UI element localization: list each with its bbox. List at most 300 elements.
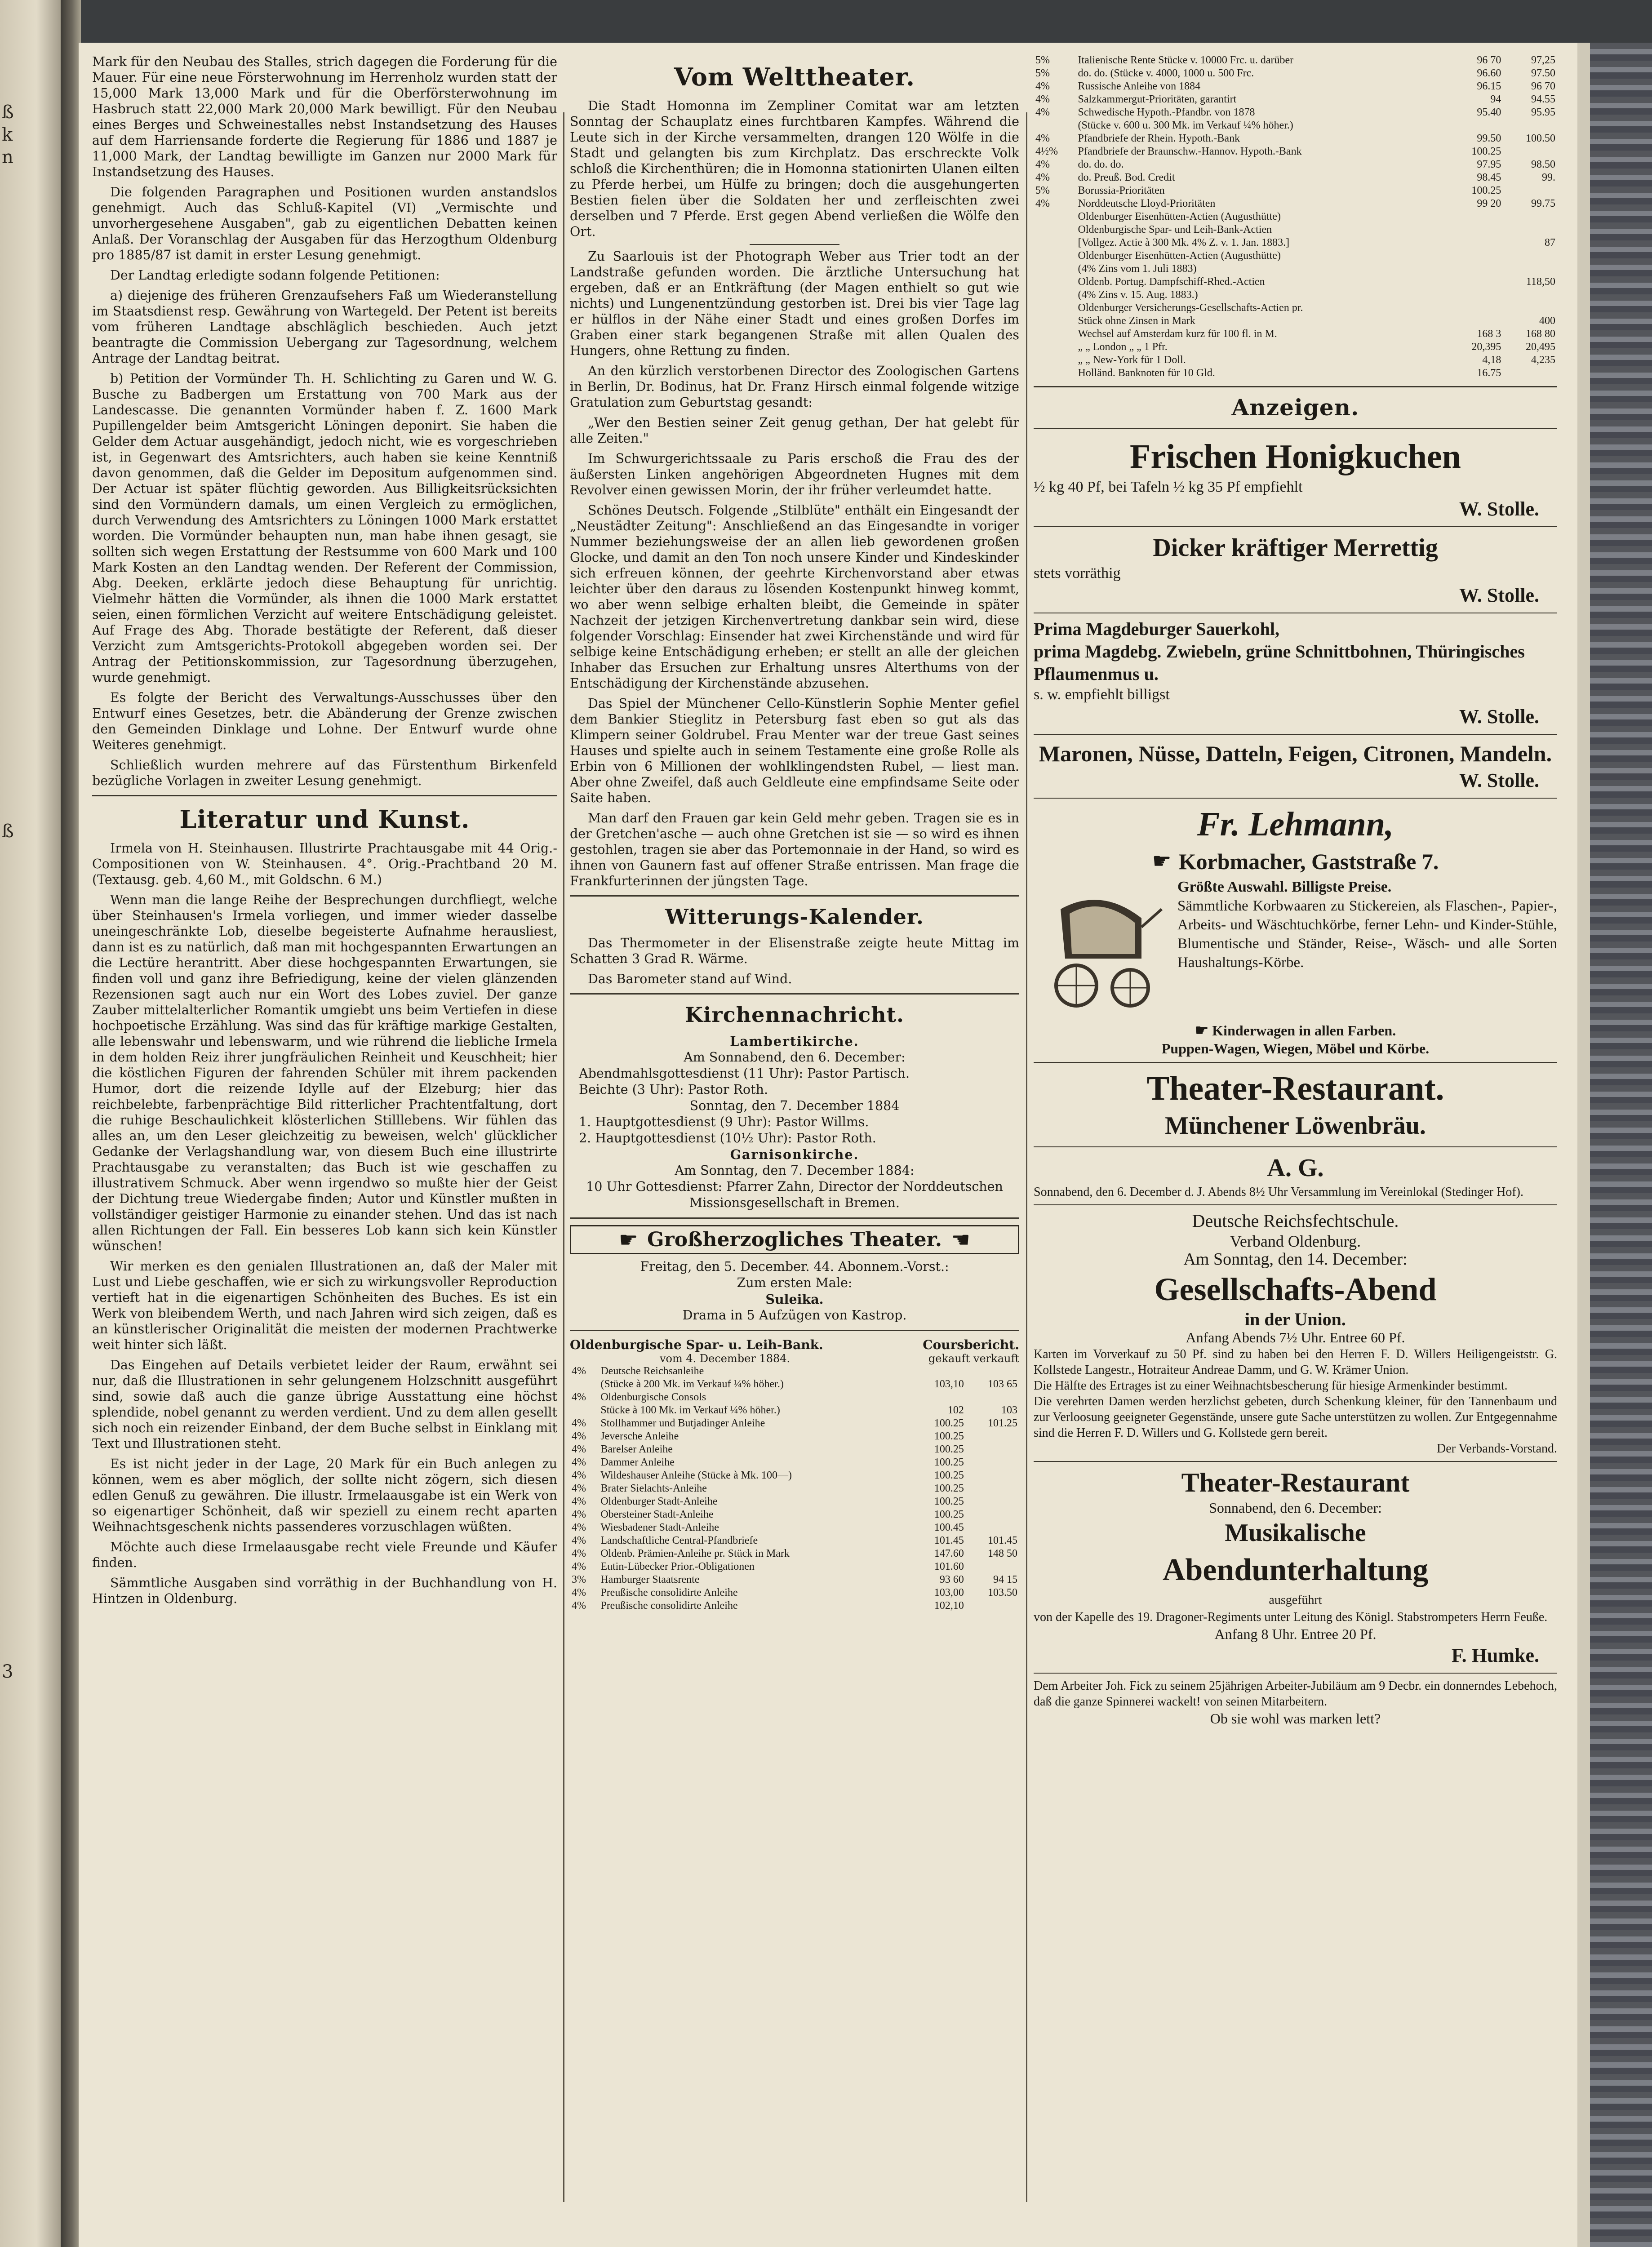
ad-ag (1034, 1152, 1557, 1200)
bank-report-label: Coursbericht. (923, 1337, 1019, 1352)
ad-title: Fr. Lehmann, (1197, 805, 1394, 843)
rate-name: Wechsel auf Amsterdam kurz für 100 fl. in M. (1078, 328, 1277, 340)
ad-merrettig (1034, 532, 1557, 608)
rate-value (966, 1560, 1019, 1573)
rate-value (966, 1508, 1019, 1521)
rate-percent: 4% (1035, 172, 1050, 183)
ad-rule (1034, 1146, 1557, 1147)
paragraph: Schließlich wurden mehrere auf das Fürstenthum Birkenfeld bezügliche Vorlagen in zweiter Lesung genehmigt. (92, 758, 557, 788)
rate-percent: 5% (1035, 54, 1050, 66)
rate-row (1034, 106, 1557, 119)
column-2 (570, 54, 1019, 2247)
rate-percent: 3% (572, 1574, 586, 1585)
rate-name: Wiesbadener Stadt-Anleihe (600, 1522, 719, 1533)
rate-value (1449, 262, 1503, 275)
rate-row (1034, 341, 1557, 354)
paragraph: Sämmtliche Ausgaben sind vorräthig in der Buchhandlung von H. Hintzen in Oldenburg. (92, 1576, 557, 1606)
church-line: Sonntag, den 7. December 1884 (689, 1098, 900, 1113)
rate-row (1034, 119, 1557, 132)
rate-value: 100.25 (1471, 185, 1501, 196)
rate-name: Oldenb. Prämien-Anleihe pr. Stück in Mark (600, 1548, 790, 1559)
rate-percent (1034, 315, 1076, 328)
section-rule (570, 895, 1019, 897)
edge-fragment: ß (2, 821, 14, 842)
ad-text: Kinderwagen in allen Farben. (1212, 1022, 1396, 1039)
rate-percent (1034, 275, 1076, 289)
rate-row (1034, 236, 1557, 249)
rate-percent: 4% (572, 1365, 586, 1377)
rate-value: 100.50 (1526, 133, 1555, 144)
rate-row (570, 1508, 1019, 1521)
rate-row (1034, 223, 1557, 236)
rate-row (1034, 367, 1557, 380)
section-rule (1034, 428, 1557, 429)
rate-value: 400 (1539, 315, 1555, 327)
rate-value (1503, 145, 1557, 158)
rate-row (1034, 67, 1557, 80)
ad-fick (1034, 1678, 1557, 1727)
rate-name: [Vollgez. Actie à 300 Mk. 4% Z. v. 1. Jan. 1883.] (1078, 237, 1290, 249)
column-3 (1034, 54, 1557, 2247)
rate-percent: 4% (572, 1483, 586, 1494)
rate-name: Holländ. Banknoten für 10 Gld. (1078, 367, 1215, 379)
rate-percent (570, 1378, 599, 1391)
rate-value: 97,25 (1531, 54, 1555, 66)
ads-heading: Anzeigen. (1231, 394, 1359, 421)
rate-value: 93 60 (939, 1574, 964, 1585)
ad-text: Anfang 8 Uhr. Entree 20 Pf. (1214, 1626, 1377, 1642)
rate-value (1503, 302, 1557, 315)
rate-percent (1034, 289, 1076, 302)
paragraph: Der Landtag erledigte sodann folgende Petitionen: (110, 268, 440, 283)
rate-name: Preußische consolidirte Anleihe (600, 1600, 738, 1612)
rate-percent: 4% (1035, 133, 1050, 144)
rate-name: Oldenburgische Spar- und Leih-Bank-Actien (1078, 224, 1272, 235)
paragraph: Die Stadt Homonna im Zempliner Comitat war am letzten Sonntag der Schauplatz eines furchtbaren Kampfes. Während die Leute sich in der Kirche versammelten, drangen 120 Wölfe in die Stadt und gelangten bis zum Kirchplatz. Das erschreckte Volk schloß die Kirchenthüren; die in Homonna stationirten Ulanen eilten zu Pferde herbei, um Hülfe zu bringen; doch die ausgehungerten Bestien fielen über die Soldaten her und zerfleischten zwei derselben und 7 Pferde. Erst gegen Abend verließen die Wölfe den Ort. (570, 98, 1019, 239)
rate-value: 168 3 (1477, 328, 1501, 340)
ad-text: Ob sie wohl was marken lett? (1210, 1710, 1381, 1727)
col-header: gekauft (928, 1352, 970, 1365)
rate-value: 102,10 (934, 1600, 964, 1612)
rate-name: „ „ London „ „ 1 Pfr. (1078, 341, 1168, 353)
rate-percent: 4% (572, 1587, 586, 1599)
rate-percent: 4½% (1035, 146, 1058, 157)
rate-value: 94 (1490, 93, 1501, 105)
ad-title: Theater-Restaurant. (1146, 1070, 1444, 1107)
rate-row (1034, 132, 1557, 145)
pram-illustration (1034, 882, 1168, 1017)
ad-text: s. w. empfiehlt billigst (1034, 686, 1170, 703)
rate-row (1034, 249, 1557, 262)
ad-rule (1034, 1204, 1557, 1205)
rate-percent: 4% (572, 1417, 586, 1429)
rate-value (1449, 315, 1503, 328)
rate-value: 101.25 (988, 1417, 1017, 1429)
rate-value (966, 1469, 1019, 1482)
edge-fragment: n (2, 147, 13, 168)
section-rule (570, 993, 1019, 995)
ad-text: Am Sonntag, den 14. December: (1183, 1250, 1408, 1269)
edge-fragment: ß (2, 102, 14, 123)
paragraph: Das Spiel der Münchener Cello-Künstlerin Sophie Menter gefiel dem Bankier Stieglitz in Petersburg fast eben so gut als das Klimpern seiner Goldrubel. Frau Menter war der treue Gast seines Hauses und spielte auch in seinem Testamente eine große Rolle als Erbin von 6 Millionen der wohlklingendsten Rubel, — liest man. Aber ohne Zweifel, daß auch Geldleute eine empfindsame Seite oder Saite haben. (570, 696, 1019, 805)
rate-value: 100.45 (934, 1522, 964, 1533)
rate-value (966, 1391, 1019, 1404)
rate-value (966, 1495, 1019, 1508)
rate-value (1503, 367, 1557, 380)
ad-signature: F. Humke. (1451, 1644, 1539, 1666)
rate-percent (1034, 328, 1076, 341)
ad-text: Dem Arbeiter Joh. Fick zu seinem 25jährigen Arbeiter-Jubiläum am 9 Decbr. ein donnerndes Lebehoch, daß die ganze Spinnerei wackelt! von seinen Mitarbeitern. (1034, 1679, 1557, 1709)
page-fore-edge (1577, 43, 1590, 2247)
rate-value: 103,10 (934, 1378, 964, 1390)
rate-percent (1034, 302, 1076, 315)
rate-value: 103,00 (934, 1587, 964, 1599)
church-line: 10 Uhr Gottesdienst: Pfarrer Zahn, Director der Norddeutschen Missionsgesellschaft in Bremen. (586, 1179, 1003, 1210)
rate-name: Oldenburger Stadt-Anleihe (600, 1496, 718, 1507)
welttheater-heading: Vom Welttheater. (674, 62, 915, 91)
church-line: Beichte (3 Uhr): Pastor Roth. (579, 1082, 768, 1097)
rate-value: 16.75 (1477, 367, 1501, 379)
paragraph: Das Thermometer in der Elisenstraße zeigte heute Mittag im Schatten 3 Grad R. Wärme. (570, 936, 1019, 966)
bank-date: vom 4. December 1884. (660, 1352, 790, 1365)
ad-sauerkohl (1034, 618, 1557, 729)
paragraph: Das Eingehen auf Details verbietet leider der Raum, erwähnt sei nur, daß die Illustrationen in sehr gelungenem Holzschnitt ausgeführt sind, sowie daß auch die ganze übrige Ausstattung eine höchst splendide, nobel genannt zu werden verdient. Und zu dem allen gesellt sich noch ein reizender Einband, der dem Buche selbst in Einklang mit Text und Illustrationen steht. (92, 1358, 557, 1451)
rate-row (1034, 80, 1557, 93)
ad-rule (1034, 1461, 1557, 1462)
rate-name: Eutin-Lübecker Prior.-Obligationen (600, 1561, 755, 1572)
rate-name: (Stücke à 200 Mk. im Verkauf ¼% höher.) (600, 1378, 784, 1390)
rate-value: 102 (947, 1404, 964, 1416)
rate-row (1034, 302, 1557, 315)
paragraph: Möchte auch diese Irmelaausgabe recht viele Freunde und Käufer finden. (92, 1540, 557, 1570)
rate-row (1034, 197, 1557, 210)
rate-value: 20,395 (1471, 341, 1501, 353)
ad-signature: W. Stolle. (1459, 584, 1539, 606)
ad-honigkuchen (1034, 435, 1557, 522)
ad-signature: W. Stolle. (1459, 769, 1539, 791)
rate-row (570, 1482, 1019, 1495)
paragraph: Schönes Deutsch. Folgende „Stilblüte" enthält ein Eingesandt der „Neustädter Zeitung": Anschließend an das Eingesandte in voriger Nummer beziehungsweise der an allen lieb gewordenen großen Glocke, und damit an den Ton noch unsere Kinder und Kindeskinder sich erfreuen können, der geehrte Kirchenvorstand aber etwas leichter über den daraus zu lösenden Kostenpunkt hinweg kommt, wo aber wenn selbige erhalten bleibt, die Gemeinde in später Nachzeit der jetzigen Kirchenvertretung dankbar sein wird, diese folgender Vorschlag: Einsender hat zwei Kirchenstände und wird für selbige keine Entschädigung erheben; er stellt an alle der gleichen Inhaber das Ersuchen zur Erhaltung unsres Alterthums von der Entschädigung der Kirchenstände abzusehen. (570, 503, 1019, 691)
rate-row (570, 1378, 1019, 1391)
paragraph: Man darf den Frauen gar kein Geld mehr geben. Tragen sie es in der Gretchen'asche — auch ohne Gretchen ist sie — so wird es ihnen gestohlen, tragen sie aber das Portemonnaie in der Hand, so wird es ihnen von Gaunern fast auf offener Straße entrissen. Man frage die Frankfurterinnen der jüngsten Tage. (570, 811, 1019, 888)
rate-name: Borussia-Prioritäten (1078, 185, 1165, 196)
church-line: Am Sonnabend, den 6. December: (684, 1050, 906, 1065)
rate-name: Jeversche Anleihe (600, 1430, 679, 1442)
ad-text (1034, 1021, 1557, 1039)
rate-value: 99 20 (1477, 198, 1501, 209)
section-rule (570, 1217, 1019, 1219)
column-rule (563, 112, 564, 2202)
paragraph: Es ist nicht jeder in der Lage, 20 Mark für ein Buch anlegen zu können, wem es aber möglich, der sollte nicht zögern, sich diesen edlen Genuß zu gewähren. Die illustr. Irmelaausgabe ist ein Werk von so eigenartiger Schönheit, daß wir speziell zu einem recht aparten Weihnachtsgeschenk nichts passenderes vorzuschlagen wüßten. (92, 1457, 557, 1534)
ad-rule (1034, 526, 1557, 527)
ad-rule (1034, 1673, 1557, 1674)
rate-value: 96.60 (1477, 67, 1501, 79)
rate-row (1034, 262, 1557, 275)
rate-value (966, 1521, 1019, 1534)
ad-title: Musikalische (1225, 1519, 1366, 1547)
rate-name: Oldenburger Versicherungs-Gesellschafts-Actien pr. (1078, 302, 1303, 314)
rate-value (1449, 289, 1503, 302)
rate-value (1503, 223, 1557, 236)
rate-value (912, 1391, 966, 1404)
rate-name: Brater Sielachts-Anleihe (600, 1483, 707, 1494)
rate-value: 103 65 (988, 1378, 1017, 1390)
ad-text: ausgeführt (1269, 1593, 1322, 1607)
ad-text: stets vorräthig (1034, 565, 1121, 582)
rate-percent (1034, 262, 1076, 275)
rate-value: 100.25 (934, 1457, 964, 1468)
rate-row (1034, 210, 1557, 223)
rate-percent: 4% (1035, 107, 1050, 118)
ad-signature: Der Verbands-Vorstand. (1436, 1442, 1557, 1456)
rate-percent: 4% (572, 1496, 586, 1507)
bank-header (570, 1337, 1019, 1352)
col-header: verkauft (973, 1352, 1019, 1365)
rate-row (1034, 354, 1557, 367)
rate-value (1503, 210, 1557, 223)
rate-row (1034, 158, 1557, 171)
rate-row (1034, 93, 1557, 106)
rate-value: 99.50 (1477, 133, 1501, 144)
rate-name: Hamburger Staatsrente (600, 1574, 700, 1585)
rate-row (1034, 328, 1557, 341)
section-rule (570, 1330, 1019, 1331)
rate-percent: 4% (572, 1457, 586, 1468)
church-line: Am Sonntag, den 7. December 1884: (675, 1163, 915, 1178)
paragraph: a) diejenige des früheren Grenzaufsehers Faß um Wiederanstellung im Staatsdienst resp. Gewährung von Wartegeld. Der Petent ist bereits vom früheren Landtage abschläglich beschieden. Auch jetzt beantragte die Commission Uebergang zur Tagesordnung, welchem Antrage der Landtag beitrat. (92, 288, 557, 366)
rate-value (1449, 119, 1503, 132)
rate-percent: 4% (572, 1509, 586, 1520)
rate-name: Schwedische Hypoth.-Pfandbr. von 1878 (1078, 107, 1255, 118)
rate-name: (4% Zins vom 1. Juli 1883) (1078, 263, 1197, 275)
rate-percent: 4% (572, 1522, 586, 1533)
rate-value: 97.95 (1477, 159, 1501, 170)
rate-value: 101.45 (934, 1535, 964, 1546)
pointing-hand-icon: ☛ (1152, 849, 1172, 873)
section-rule (92, 795, 557, 796)
ad-title: Gesellschafts-Abend (1154, 1271, 1437, 1307)
rate-value: 100.25 (1471, 146, 1501, 157)
ad-maronen (1034, 739, 1557, 793)
rate-value: 96 70 (1477, 54, 1501, 66)
rate-name: Wildeshauser Anleihe (Stücke à Mk. 100—) (600, 1470, 792, 1481)
church-line: Abendmahlsgottesdienst (11 Uhr): Pastor Partisch. (579, 1066, 910, 1081)
bank-subheader (570, 1352, 1019, 1365)
ad-text: Sonnabend, den 6. December d. J. Abends 8½ Uhr Versammlung im Vereinlokal (Stedinger Hof). (1034, 1185, 1523, 1199)
theatre-line: Drama in 5 Aufzügen von Kastrop. (682, 1308, 907, 1323)
ad-subtitle: Münchener Löwenbräu. (1165, 1112, 1426, 1140)
rate-value (1449, 223, 1503, 236)
rate-row (570, 1404, 1019, 1417)
paragraph: Mark für den Neubau des Stalles, strich dagegen die Forderung für die Mauer. Für eine neue Försterwohnung im Herrenholz wurden statt der 15,000 Mark 13,000 Mark und für die Oberförsterwohnung im Hasbruch statt 22,000 Mark 20,000 Mark bewilligt. Für den Neubau eines Berges und Schweinestalles nebst Instandsetzung des Hauses auf dem Harriensande forderte die Regierung für 1886 und 1887 je 11,000 Mark, der Landtag bewilligte im Ganzen nur 2000 Mark für Instandsetzung des Hauses. (92, 54, 557, 179)
rate-row (570, 1391, 1019, 1404)
edge-fragment: k (2, 124, 13, 145)
rate-value (1449, 236, 1503, 249)
rate-value: 99.75 (1531, 198, 1555, 209)
rate-value (912, 1365, 966, 1378)
rate-value: 95.95 (1531, 107, 1555, 118)
rate-name: Pfandbriefe der Braunschw.-Hannov. Hypoth.-Bank (1078, 146, 1302, 157)
rate-percent: 4% (1035, 159, 1050, 170)
rate-value: 100.25 (934, 1509, 964, 1520)
theatre-play-title: Suleika. (765, 1292, 824, 1307)
ad-rule (1034, 1062, 1557, 1063)
rate-percent: 4% (572, 1548, 586, 1559)
rate-value (966, 1599, 1019, 1612)
paragraph: Die folgenden Paragraphen und Positionen wurden anstandslos genehmigt. Auch das Schluß-Kapitel (VI) „Vermischte und unvorhergesehene Ausgaben", gab zu eigentlichen Debatten keinen Anlaß. Der Voranschlag der Ausgaben für das Herzogthum Oldenburg pro 1885/87 ist damit in erster Lesung genehmigt. (92, 185, 557, 262)
rate-name: Pfandbriefe der Rhein. Hypoth.-Bank (1078, 133, 1240, 144)
rate-value: 100.25 (934, 1443, 964, 1455)
paragraph: Wir merken es den genialen Illustrationen an, daß der Maler mit Lust und Liebe geschaffen, wie er sich zu wirkungsvoller Reproduction vertieft hat in die eigenartigen Schönheiten des Buches. Es ist ein Werk von bleibendem Werth, und nach Jahren wird sich zeigen, daß es an künstlerischer Originalität die meisten der modernen Prachtwerke weit hinter sich läßt. (92, 1259, 557, 1352)
rate-percent: 5% (1035, 185, 1050, 196)
ad-lehmann (1034, 803, 1557, 1057)
ad-title: Theater-Restaurant (1181, 1468, 1410, 1497)
rate-row (1034, 145, 1557, 158)
rate-name: Russische Anleihe von 1884 (1078, 80, 1201, 92)
rate-name: Stücke à 100 Mk. im Verkauf ¼% höher.) (600, 1404, 780, 1416)
weather-heading: Witterungs-Kalender. (665, 905, 924, 929)
rate-name: Norddeutsche Lloyd-Prioritäten (1078, 198, 1216, 209)
rate-percent: 4% (572, 1561, 586, 1572)
rate-value: 103.50 (988, 1587, 1017, 1599)
ad-title: Frischen Honigkuchen (1130, 438, 1461, 475)
rate-name: Dammer Anleihe (600, 1457, 675, 1468)
theatre-heading: Großherzogliches Theater. (647, 1228, 942, 1251)
rate-value (966, 1365, 1019, 1378)
rate-percent (570, 1404, 599, 1417)
rate-value (1449, 302, 1503, 315)
column-1 (92, 54, 557, 2247)
rate-value: 100.25 (934, 1417, 964, 1429)
rate-value (966, 1430, 1019, 1443)
rate-value (1449, 210, 1503, 223)
ad-text: ½ kg 40 Pf, bei Tafeln ½ kg 35 Pf empfiehlt (1034, 479, 1303, 495)
rate-value (966, 1443, 1019, 1456)
rate-value: 97.50 (1531, 67, 1555, 79)
rate-value: 96.15 (1477, 80, 1501, 92)
rate-name: Deutsche Reichsanleihe (600, 1365, 704, 1377)
rate-percent: 4% (572, 1535, 586, 1546)
stock-rates-table (1034, 54, 1557, 380)
ad-title: Dicker kräftiger Merrettig (1153, 534, 1438, 562)
rate-value: 94.55 (1531, 93, 1555, 105)
rate-value: 101.45 (988, 1535, 1017, 1546)
rate-row (570, 1365, 1019, 1378)
ad-subtitle: Korbmacher, Gaststraße 7. (1178, 849, 1439, 874)
paragraph: Es folgte der Bericht des Verwaltungs-Ausschusses über den Entwurf eines Gesetzes, betr. die Abänderung der Grenze zwischen den Gemeinden Dinklage und Lohne. Der Entwurf wurde ohne Weiteres genehmigt. (92, 690, 557, 752)
bank-name: Oldenburgische Spar- u. Leih-Bank. (570, 1337, 823, 1352)
ad-text: in der Union. (1245, 1309, 1346, 1329)
rate-name: Barelser Anleihe (600, 1443, 673, 1455)
pointing-hand-icon: ☛ (1195, 1022, 1209, 1039)
paragraph: „Wer den Bestien seiner Zeit genug gethan, Der hat gelebt für alle Zeiten." (570, 415, 1019, 446)
rate-percent: 4% (572, 1470, 586, 1481)
ad-title: Abendunterhaltung (1162, 1553, 1429, 1587)
rate-name: „ „ New-York für 1 Doll. (1078, 354, 1186, 366)
rate-percent: 4% (1035, 80, 1050, 92)
church-line: 2. Hauptgottesdienst (10½ Uhr): Pastor Roth. (579, 1131, 876, 1146)
rate-value (1503, 119, 1557, 132)
ad-signature: W. Stolle. (1459, 498, 1539, 520)
church-line: 1. Hauptgottesdienst (9 Uhr): Pastor Willms. (579, 1115, 869, 1129)
rate-row (570, 1430, 1019, 1443)
rate-percent: 4% (1035, 198, 1050, 209)
rate-percent (1034, 210, 1076, 223)
rate-percent: 4% (1035, 93, 1050, 105)
rate-value: 100.25 (934, 1496, 964, 1507)
rate-name: Italienische Rente Stücke v. 10000 Frc. u. darüber (1078, 54, 1294, 66)
rate-value: 4,18 (1482, 354, 1501, 366)
rate-percent (1034, 341, 1076, 354)
paragraph: Irmela von H. Steinhausen. Illustrirte Prachtausgabe mit 44 Orig.-Compositionen von W. Steinhausen. 4°. Orig.-Prachtband 20 M. (Textausg. geb. 4,60 M., mit Goldschn. 6 M.) (92, 841, 557, 887)
ad-abendunterhaltung (1034, 1466, 1557, 1668)
rate-row (1034, 275, 1557, 289)
rate-value: 103 (1001, 1404, 1017, 1416)
rate-value: 96 70 (1531, 80, 1555, 92)
rate-percent (1034, 354, 1076, 367)
rate-value (966, 1456, 1019, 1469)
rate-name: Oldenb. Portug. Dampfschiff-Rhed.-Actien (1078, 276, 1265, 288)
rate-name: do. do. (Stücke v. 4000, 1000 u. 500 Frc. (1078, 67, 1254, 79)
rate-value: 98.45 (1477, 172, 1501, 183)
rate-value: 168 80 (1526, 328, 1555, 340)
rate-row (570, 1534, 1019, 1547)
rate-row (570, 1443, 1019, 1456)
rate-row (1034, 184, 1557, 197)
rate-row (570, 1469, 1019, 1482)
ad-text: Prima Magdeburger Sauerkohl, (1034, 619, 1280, 639)
rate-value: 98.50 (1531, 159, 1555, 170)
rate-name: Oldenburger Eisenhütten-Actien (Augusthütte) (1078, 211, 1281, 222)
ad-text: von der Kapelle des 19. Dragoner-Regiments unter Leitung des Königl. Stabstrompeters Herrn Feuße. (1034, 1610, 1548, 1624)
paragraph: Wenn man die lange Reihe der Besprechungen durchfliegt, welche über Steinhausen's Irmela vorliegen, und immer wieder dasselbe uneingeschränkte Lob, dieselbe begeisterte Aufnahme herausliest, dann ist es zu natürlich, daß man mit hochgespannten Erwartungen an die Lectüre herantritt. Aber diese hochgespannten Erwartungen, sie finden voll und ganz ihre Befriedigung, keine der vielen glänzenden Rezensionen sagt auch nur ein Wort des Lobes zuviel. Der ganze Zauber mittelalterlicher Romantik umgiebt uns beim Vertiefen in diese hochpoetische Erzählung. Was sind das für kräftige markige Gestalten, alle lebenswahr und lebenswarm, und wie rührend die liebliche Irmela in dem holden Reiz ihrer jungfräulichen Reinheit und Keuschheit; hier die köstlichen Figuren der fahrenden Schüler mit ihrem packenden Humor, dort die reizende Idylle auf der Elzeburg; hier das reichbelebte, farbenprächtige Bild ritterlicher Prachtentfaltung, dort die ruhige Beschaulichkeit klösterlichen Stilllebens. Wir fühlen das alles an, um den Leser gleichzeitig zu beweisen, welch' glücklicher Gedanke der Verlagshandlung war, von diesem Buch eine illustrirte Prachtausgabe zu veranstalten; das Buch ist wie geschaffen zu illustrativem Schmuck. Aber wenn irgendwo so mußte hier der Geist der Dichtung treue Wiedergabe finden; Autor und Künstler mußten in vollständiger geistiger Harmonie zu einander stehen. Und das ist nach allen Richtungen der Fall. Ein besseres Lob kann sich kein Künstler wünschen! (92, 893, 557, 1253)
rate-row (570, 1495, 1019, 1508)
rate-value (1449, 249, 1503, 262)
rate-name: Salzkammergut-Prioritäten, garantirt (1078, 93, 1237, 105)
edge-fragment: 3 (2, 1661, 13, 1682)
rate-value: 87 (1545, 237, 1555, 249)
ad-text: Verband Oldenburg. (1230, 1232, 1361, 1250)
rate-value (1503, 184, 1557, 197)
rate-percent (1034, 223, 1076, 236)
paragraph: An den kürzlich verstorbenen Director des Zoologischen Gartens in Berlin, Dr. Bodinus, hat Dr. Franz Hirsch einmal folgende witzige Gratulation zum Geburtstag gesandt: (570, 364, 1019, 410)
pointing-hand-icon: ☛ (951, 1227, 971, 1252)
rate-row (570, 1521, 1019, 1534)
rate-value (1503, 262, 1557, 275)
rate-name: Stück ohne Zinsen in Mark (1078, 315, 1195, 327)
ad-text: Die verehrten Damen werden herzlichst gebeten, durch Schenkung kleiner, für den Tannenbaum und zur Verloosung geeigneter Gegenstände, unsere gute Sache unterstützen zu wollen. Zur Entgegennahme sind die Herren F. D. Willers und G. Kollstede gern bereit. (1034, 1394, 1557, 1440)
ad-text: Größte Auswahl. Billigste Preise. (1177, 879, 1392, 895)
rate-percent: 4% (572, 1430, 586, 1442)
rate-name: Stollhammer und Butjadinger Anleihe (600, 1417, 765, 1429)
rate-row (570, 1586, 1019, 1599)
rate-value: 118,50 (1526, 276, 1555, 288)
rate-value (1503, 289, 1557, 302)
rate-percent (1034, 236, 1076, 249)
rate-row (570, 1573, 1019, 1586)
rate-value: 100.25 (934, 1483, 964, 1494)
rate-name: Landschaftliche Central-Pfandbriefe (600, 1535, 758, 1546)
rate-name: Oldenburger Eisenhütten-Actien (Augusthütte) (1078, 250, 1281, 262)
rate-value: 4,235 (1531, 354, 1555, 366)
ad-body (1034, 878, 1557, 1021)
church-subheading: Garnisonkirche. (730, 1147, 859, 1162)
rate-row (1034, 315, 1557, 328)
paragraph: Zu Saarlouis ist der Photograph Weber aus Trier todt an der Landstraße gefunden worden. Die ärztliche Untersuchung hat ergeben, daß er an Entkräftung (der Magen enthielt so gut wie nichts) und Lungenentzündung gestorben ist. Drei bis vier Tage lag er hülflos in der Nähe einer Stadt und eines großen Dorfes im Graben einer stark begangenen Straße mit allen Qualen des Hungers, ohne Rettung zu finden. (570, 249, 1019, 358)
rate-percent: 4% (572, 1391, 586, 1403)
rate-value: 148 50 (988, 1548, 1017, 1559)
ad-text: prima Magdebg. Zwiebeln, grüne Schnittbohnen, Thüringisches Pflaumenmus u. (1034, 641, 1525, 684)
